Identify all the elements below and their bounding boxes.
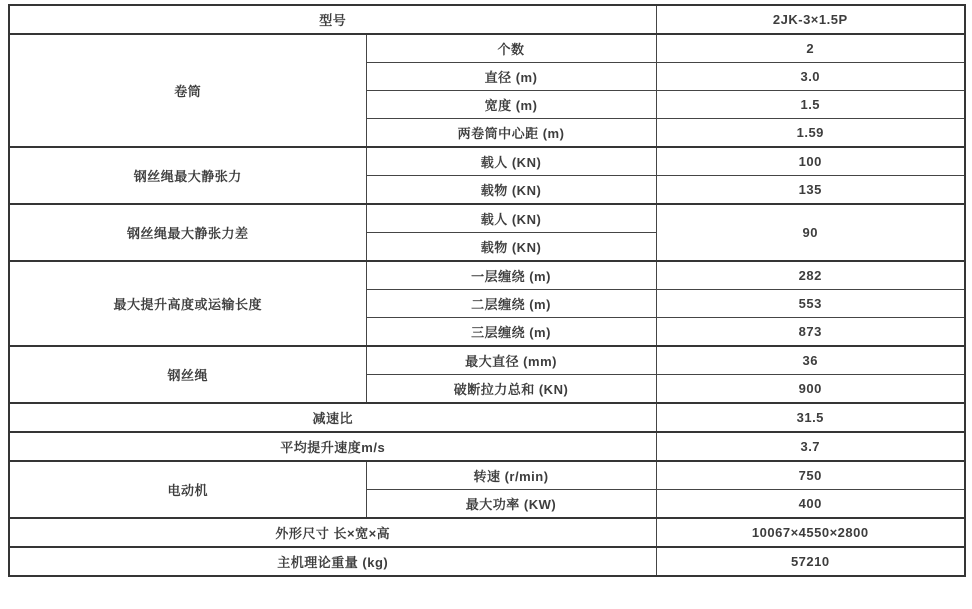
param-cell: 载人 (KN) [366,204,656,233]
value-cell: 1.5 [656,91,965,119]
value-cell: 1.59 [656,119,965,148]
param-cell: 载人 (KN) [366,147,656,176]
param-cell: 载物 (KN) [366,233,656,262]
value-cell: 282 [656,261,965,290]
param-cell: 最大直径 (mm) [366,346,656,375]
spec-table [8,4,966,577]
section-label-cell: 电动机 [9,461,366,518]
table-row [9,461,965,490]
table-row [9,346,965,375]
section-label-cell: 钢丝绳最大静张力差 [9,204,366,261]
value-cell: 31.5 [656,403,965,432]
value-cell: 873 [656,318,965,347]
param-cell: 减速比 [9,403,656,432]
value-cell: 135 [656,176,965,205]
table-row [9,518,965,547]
value-cell: 100 [656,147,965,176]
table-row [9,547,965,576]
table-row [9,147,965,176]
table-row [9,261,965,290]
table-row [9,432,965,461]
value-cell: 36 [656,346,965,375]
value-cell: 57210 [656,547,965,576]
param-cell: 载物 (KN) [366,176,656,205]
param-cell: 破断拉力总和 (KN) [366,375,656,404]
section-label-cell: 钢丝绳最大静张力 [9,147,366,204]
table-row [9,204,965,233]
param-cell: 二层缠绕 (m) [366,290,656,318]
section-label-cell: 卷筒 [9,34,366,147]
param-cell: 直径 (m) [366,63,656,91]
table-row [9,403,965,432]
param-cell: 主机理论重量 (kg) [9,547,656,576]
table-row [9,34,965,63]
value-cell: 10067×4550×2800 [656,518,965,547]
param-cell: 平均提升速度m/s [9,432,656,461]
value-cell: 3.7 [656,432,965,461]
value-cell: 750 [656,461,965,490]
param-cell: 宽度 (m) [366,91,656,119]
value-cell: 400 [656,490,965,519]
param-cell: 两卷筒中心距 (m) [366,119,656,148]
param-cell: 个数 [366,34,656,63]
model-value-cell: 2JK-3×1.5P [656,5,965,34]
value-cell: 553 [656,290,965,318]
param-cell: 最大功率 (KW) [366,490,656,519]
model-label-cell: 型号 [9,5,656,34]
param-cell: 转速 (r/min) [366,461,656,490]
param-cell: 外形尺寸 长×宽×高 [9,518,656,547]
table-row [9,5,965,34]
param-cell: 三层缠绕 (m) [366,318,656,347]
section-label-cell: 最大提升高度或运输长度 [9,261,366,346]
value-cell: 2 [656,34,965,63]
value-cell: 900 [656,375,965,404]
param-cell: 一层缠绕 (m) [366,261,656,290]
merged-value-cell: 90 [656,204,965,261]
value-cell: 3.0 [656,63,965,91]
section-label-cell: 钢丝绳 [9,346,366,403]
